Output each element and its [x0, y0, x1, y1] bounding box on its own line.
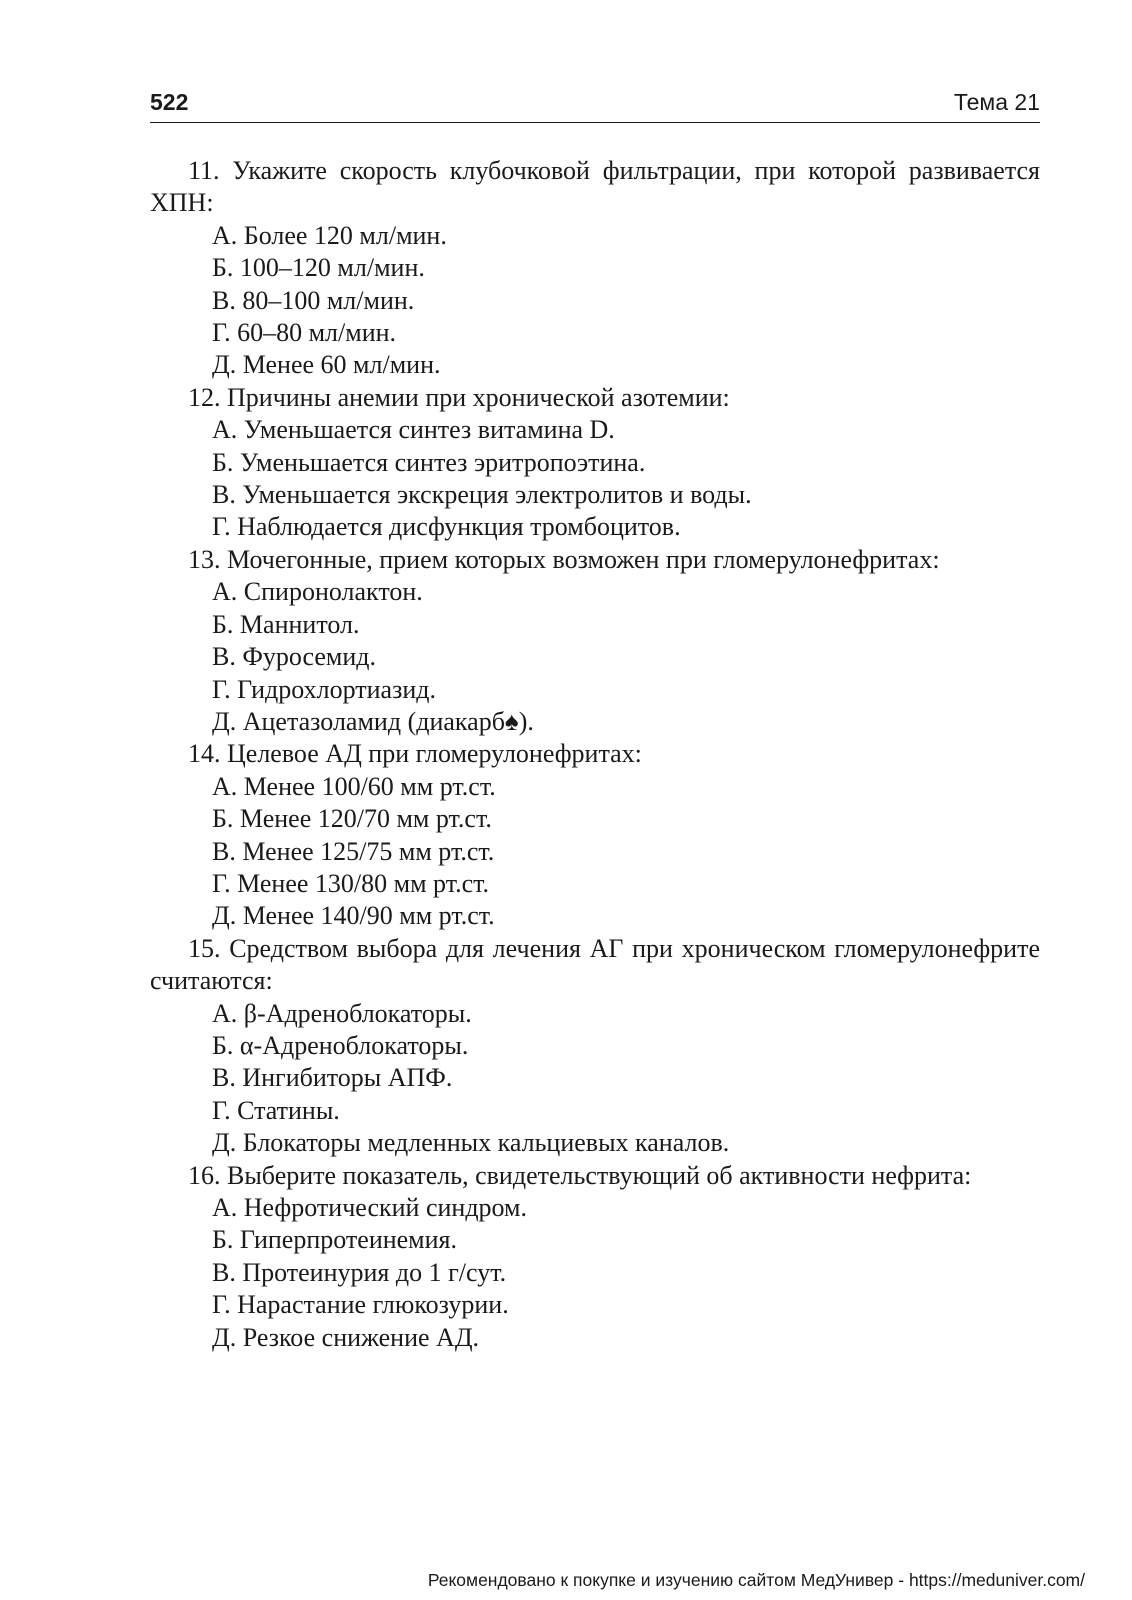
answer-option: А. Менее 100/60 мм рт.ст.	[212, 771, 496, 801]
question-block	[150, 738, 1040, 932]
answer-option: Г. Гидрохлортиазид.	[212, 674, 436, 704]
answer-option: Г. Статины.	[212, 1095, 340, 1125]
answer-options	[150, 220, 1040, 382]
answer-option: Д. Резкое снижение АД.	[212, 1322, 480, 1352]
question-text: 12. Причины анемии при хронической азотемии:	[188, 382, 730, 412]
question-text: 13. Мочегонные, прием которых возможен при гломерулонефритах:	[188, 544, 940, 574]
answer-option: В. Фуросемид.	[212, 642, 377, 672]
answer-option: В. Ингибиторы АПФ.	[212, 1063, 453, 1093]
answer-option: Д. Менее 140/90 мм рт.ст.	[212, 901, 495, 931]
answer-options	[150, 771, 1040, 933]
answer-option: Г. 60–80 мл/мин.	[212, 318, 397, 348]
answer-option: Б. α-Адреноблокаторы.	[212, 1030, 469, 1060]
answer-option: А. Нефротический синдром.	[212, 1193, 528, 1222]
question-text: 15. Средством выбора для лечения АГ при хроническом гломерулонефрите считаются:	[150, 933, 1040, 996]
question-text: 14. Целевое АД при гломерулонефритах:	[188, 739, 642, 769]
question-text: 11. Укажите скорость клубочковой фильтрации, при которой развивается ХПН:	[150, 156, 1040, 218]
answer-option: Б. Менее 120/70 мм рт.ст.	[212, 804, 492, 834]
answer-option: Д. Блокаторы медленных кальциевых каналов.	[212, 1128, 730, 1158]
answer-option: В. Протеинурия до 1 г/сут.	[212, 1257, 507, 1287]
question-block	[150, 933, 1040, 1160]
answer-option: Б. Уменьшается синтез эритропоэтина.	[212, 447, 646, 477]
running-head: Тема 21	[953, 89, 1040, 115]
answer-option: Г. Нарастание глюкозурии.	[212, 1290, 509, 1320]
answer-option: Б. 100–120 мл/мин.	[212, 253, 425, 283]
answer-option: А. Уменьшается синтез витамина D.	[212, 415, 615, 445]
answer-option: Д. Менее 60 мл/мин.	[212, 350, 441, 380]
answer-options	[150, 576, 1040, 738]
answer-option: А. Спиронолактон.	[212, 577, 423, 607]
answer-option: Б. Маннитол.	[212, 609, 360, 639]
answer-options	[150, 998, 1040, 1160]
answer-option: Г. Менее 130/80 мм рт.ст.	[212, 868, 490, 898]
question-list	[150, 155, 1040, 1354]
answer-option: В. Уменьшается экскреция электролитов и воды.	[212, 480, 752, 510]
answer-option: А. Более 120 мл/мин.	[212, 220, 447, 250]
page-header	[150, 88, 1040, 123]
answer-option: А. β-Адреноблокаторы.	[212, 998, 472, 1028]
page-number: 522	[150, 89, 189, 115]
question-text: 16. Выберите показатель, свидетельствующий об активности нефрита:	[188, 1160, 972, 1190]
answer-option: Г. Наблюдается дисфункция тромбоцитов.	[212, 512, 681, 542]
question-block	[150, 544, 1040, 738]
answer-option: В. 80–100 мл/мин.	[212, 285, 415, 315]
footer-recommendation: Рекомендовано к покупке и изучению сайтом МедУнивер - https://meduniver.com/	[427, 1570, 1085, 1590]
answer-option: Б. Гиперпротеинемия.	[212, 1225, 458, 1255]
question-block	[150, 1160, 1040, 1354]
answer-option: В. Менее 125/75 мм рт.ст.	[212, 836, 495, 866]
question-block	[150, 382, 1040, 544]
answer-options	[150, 1192, 1040, 1354]
answer-options	[150, 414, 1040, 544]
answer-option: Д. Ацетазоламид (диакарб♠).	[212, 706, 534, 736]
question-block	[150, 155, 1040, 382]
